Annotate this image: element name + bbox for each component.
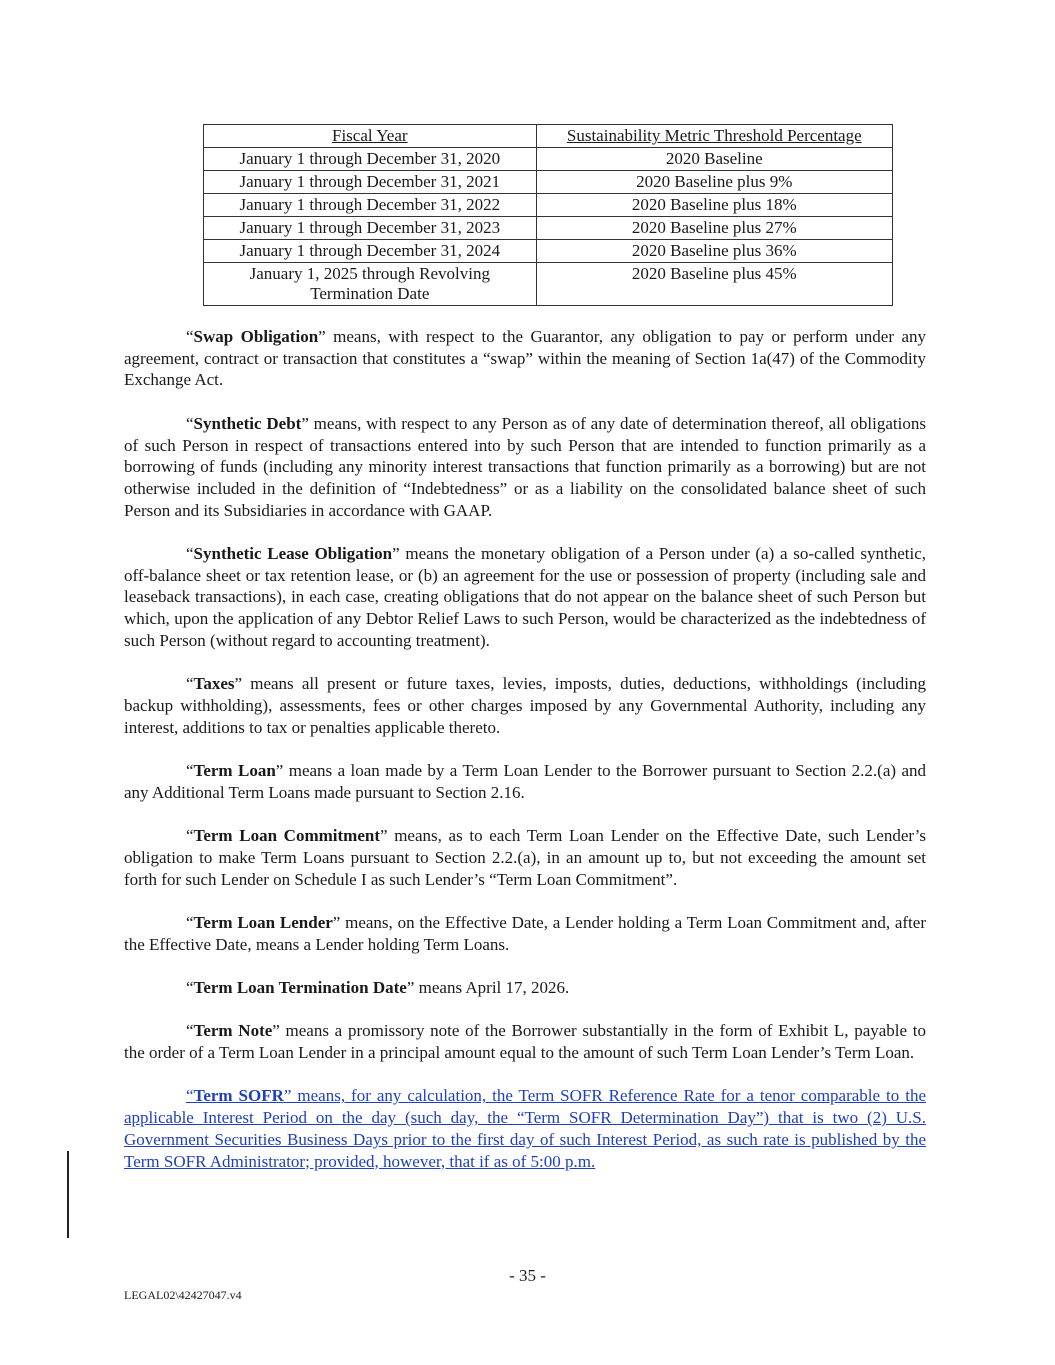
table-header-row	[204, 125, 893, 148]
definitions-section	[124, 326, 926, 1172]
definition-term-loan: “Term Loan” means a loan made by a Term Loan Lender to the Borrower pursuant to Section 2.2.(a) and any Additional Term Loans made pursuant to Section 2.16.	[124, 761, 927, 802]
defined-term: Synthetic Lease Obligation	[193, 544, 393, 563]
definition-term-loan-commitment: “Term Loan Commitment” means, as to each Term Loan Lender on the Effective Date, such Lender’s obligation to make Term Loans pursuant to Section 2.2.(a), in an amount up to, but not exceeding the amount set forth for such Lender on Schedule I as such Lender’s “Term Loan Commitment”.	[124, 826, 926, 889]
definition-term-loan-termination-date: “Term Loan Termination Date” means April 17, 2026.	[186, 977, 570, 997]
table-row	[204, 171, 893, 194]
page-number: - 35 -	[509, 1266, 546, 1285]
defined-term: Term SOFR	[193, 1086, 284, 1106]
fiscal-year-cell: January 1 through December 31, 2024	[204, 240, 537, 263]
definition-text: ” means, with respect to any Person as of any date of determination thereof, all obligations of such Person in respect of transactions entered into by such Person that are intended to function primarily as a borrowing of funds (including any minority interest transactions that function primarily as a borrowing) but are not otherwise included in the definition of “Indebtedness” or as a liability on the consolidated balance sheet of such Person and its Subsidiaries in accordance with GAAP.	[124, 413, 926, 520]
threshold-cell: 2020 Baseline plus 36%	[536, 240, 892, 263]
definition-synthetic-lease-obligation: “Synthetic Lease Obligation” means the monetary obligation of a Person under (a) a so-called synthetic, off-balance sheet or tax retention lease, or (b) an agreement for the use or possession of property (including sale and leaseback transactions), in each case, creating obligations that do not appear on the balance sheet of such Person but which, upon the application of any Debtor Relief Laws to such Person, would be characterized as the indebtedness of such Person (without regard to accounting treatment).	[124, 544, 927, 650]
revision-change-bar	[67, 1151, 69, 1238]
definition-text: ” means the monetary obligation of a Person under (a) a so-called synthetic, off-balance sheet or tax retention lease, or (b) an agreement for the use or possession of property (including sale and leaseback transactions), in each case, creating obligations that do not appear on the balance sheet of such Person but which, upon the application of any Debtor Relief Laws to such Person, would be characterized as the indebtedness of such Person (without regard to accounting treatment).	[124, 544, 927, 650]
column-header-threshold: Sustainability Metric Threshold Percentage	[536, 125, 892, 148]
table-row	[204, 194, 893, 217]
table-row	[204, 148, 893, 171]
table-row	[204, 263, 893, 306]
definition-term-loan-lender: “Term Loan Lender” means, on the Effective Date, a Lender holding a Term Loan Commitment and, after the Effective Date, means a Lender holding Term Loans.	[124, 912, 926, 954]
document-id: LEGAL02\42427047.v4	[124, 1288, 242, 1302]
table-row	[204, 240, 893, 263]
defined-term: Term Loan Commitment	[193, 826, 380, 846]
definition-swap-obligation: “Swap Obligation” means, with respect to the Guarantor, any obligation to pay or perform under any agreement, contract or transaction that constitutes a “swap” within the meaning of Section 1a(47) of the Commodity Exchange Act.	[124, 327, 926, 390]
defined-term: Term Loan Termination Date	[193, 977, 407, 997]
definition-text: ” means, for any calculation, the Term SOFR Reference Rate for a tenor comparable to the applicable Interest Period on the day (such day, the “Term SOFR Determination Day”) that is two (2) U.S. Government Securities Business Days prior to the first day of such Interest Period, as such rate is published by the Term SOFR Administrator; provided, however, that if as of 5:00 p.m.	[124, 1086, 926, 1171]
threshold-table	[203, 124, 893, 306]
fiscal-year-cell: January 1 through December 31, 2022	[204, 194, 537, 217]
defined-term: Synthetic Debt	[193, 413, 302, 433]
defined-term: Term Loan	[193, 761, 276, 780]
defined-term: Swap Obligation	[193, 327, 319, 346]
defined-term: Taxes	[193, 674, 235, 694]
table-row	[204, 217, 893, 240]
fiscal-year-cell: January 1 through December 31, 2020	[204, 148, 537, 171]
fiscal-year-cell: January 1 through December 31, 2021	[204, 171, 537, 194]
definition-synthetic-debt: “Synthetic Debt” means, with respect to any Person as of any date of determination thereof, all obligations of such Person in respect of transactions entered into by such Person that are intended to function primarily as a borrowing of funds (including any minority interest transactions that function primarily as a borrowing) but are not otherwise included in the definition of “Indebtedness” or as a liability on the consolidated balance sheet of such Person and its Subsidiaries in accordance with GAAP.	[124, 413, 926, 520]
definition-taxes: “Taxes” means all present or future taxes, levies, imposts, duties, deductions, withholdings (including backup withholding), assessments, fees or other charges imposed by any Governmental Authority, including any interest, additions to tax or penalties applicable thereto.	[124, 674, 926, 737]
threshold-cell: 2020 Baseline plus 27%	[536, 217, 892, 240]
definition-text: ” means a loan made by a Term Loan Lender to the Borrower pursuant to Section 2.2.(a) and any Additional Term Loans made pursuant to Section 2.16.	[124, 761, 927, 802]
defined-term: Term Note	[193, 1021, 273, 1041]
column-header-fiscal-year: Fiscal Year	[204, 125, 537, 148]
fiscal-year-cell: January 1, 2025 through Revolving Termination Date	[204, 263, 537, 306]
fiscal-year-cell: January 1 through December 31, 2023	[204, 217, 537, 240]
threshold-cell: 2020 Baseline plus 18%	[536, 194, 892, 217]
definition-text: ” means a promissory note of the Borrower substantially in the form of Exhibit L, payable to the order of a Term Loan Lender in a principal amount equal to the amount of such Term Loan Lender’s Term Loan.	[124, 1021, 926, 1063]
definition-text: ” means, with respect to the Guarantor, any obligation to pay or perform under any agreement, contract or transaction that constitutes a “swap” within the meaning of Section 1a(47) of the Commodity Exchange Act.	[124, 327, 926, 390]
threshold-cell: 2020 Baseline plus 9%	[536, 171, 892, 194]
definition-text: ” means all present or future taxes, levies, imposts, duties, deductions, withholdings (including backup withholding), assessments, fees or other charges imposed by any Governmental Authority, including any interest, additions to tax or penalties applicable thereto.	[124, 674, 926, 737]
definition-term-sofr: “Term SOFR” means, for any calculation, the Term SOFR Reference Rate for a tenor comparable to the applicable Interest Period on the day (such day, the “Term SOFR Determination Day”) that is two (2) U.S. Government Securities Business Days prior to the first day of such Interest Period, as such rate is published by the Term SOFR Administrator; provided, however, that if as of 5:00 p.m.	[124, 1086, 926, 1171]
definition-text: ” means, as to each Term Loan Lender on the Effective Date, such Lender’s obligation to make Term Loans pursuant to Section 2.2.(a), in an amount up to, but not exceeding the amount set forth for such Lender on Schedule I as such Lender’s “Term Loan Commitment”.	[124, 826, 926, 889]
defined-term: Term Loan Lender	[193, 912, 333, 932]
definition-term-note: “Term Note” means a promissory note of the Borrower substantially in the form of Exhibit L, payable to the order of a Term Loan Lender in a principal amount equal to the amount of such Term Loan Lender’s Term Loan.	[124, 1021, 926, 1063]
threshold-cell: 2020 Baseline plus 45%	[536, 263, 892, 306]
threshold-cell: 2020 Baseline	[536, 148, 892, 171]
definition-text: ” means April 17, 2026.	[406, 977, 570, 997]
definition-text: ” means, on the Effective Date, a Lender holding a Term Loan Commitment and, after the Effective Date, means a Lender holding Term Loans.	[124, 912, 926, 954]
